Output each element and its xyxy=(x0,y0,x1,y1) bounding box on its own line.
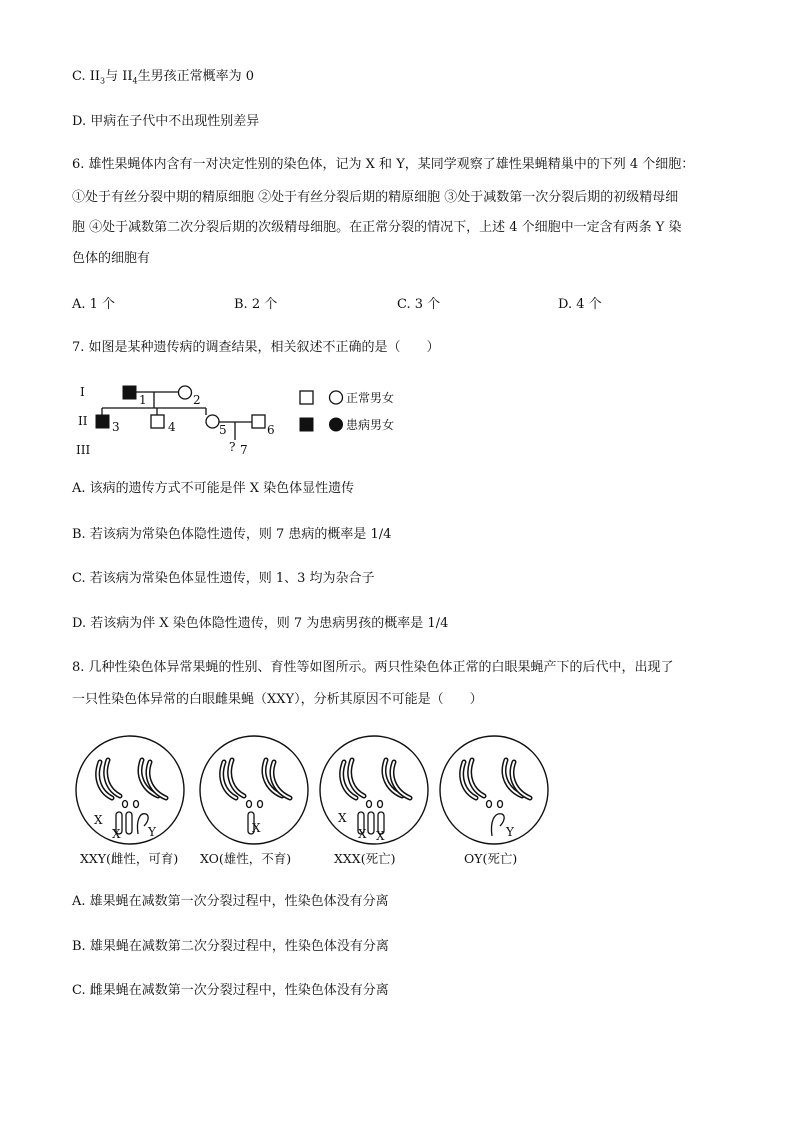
q5-option-c: C. $II_3$与 $II_4$生男孩正常概率为 0 xyxy=(72,69,255,86)
number-7: 7 xyxy=(240,443,248,457)
q6-stem-line4: 色体的细胞有 xyxy=(72,251,151,266)
legend-affected-female xyxy=(330,418,343,431)
q6-option-c: C. 3 个 xyxy=(397,297,441,312)
legend-normal-male xyxy=(300,391,313,404)
q5-option-d: D. 甲病在子代中不出现性别差异 xyxy=(72,114,260,129)
cell3-label-x3: X xyxy=(376,829,385,843)
legend-normal-label: 正常男女 xyxy=(346,391,395,405)
q8-stem-line2: 一只性染色体异常的白眼雌果蝇（XXY），分析其原因不可能是（ ） xyxy=(72,692,483,707)
individual-2 xyxy=(179,386,192,399)
cell3-label-x2: X xyxy=(358,827,367,841)
q6-option-b: B. 2 个 xyxy=(234,297,278,312)
cell2-label-x: X xyxy=(252,821,261,835)
q8-option-c: C. 雌果蝇在减数第一次分裂过程中，性染色体没有分离 xyxy=(72,983,389,998)
q7-option-c: C. 若该病为常染色体显性遗传，则 1、3 均为杂合子 xyxy=(72,571,375,586)
legend-affected-label: 患病男女 xyxy=(346,418,395,432)
cell-xxy xyxy=(76,736,184,844)
q6-option-a: A. 1 个 xyxy=(72,297,116,312)
cell4-label-y: Y xyxy=(506,825,514,839)
q7-option-a: A. 该病的遗传方式不可能是伴 X 染色体显性遗传 xyxy=(72,481,355,496)
number-3: 3 xyxy=(112,420,120,434)
pedigree-chart xyxy=(72,378,412,458)
cell1-label-x2: X xyxy=(112,827,121,841)
chromosome-figure xyxy=(72,732,562,867)
cell-xxx xyxy=(320,736,428,844)
number-2: 2 xyxy=(193,393,201,407)
individual-6 xyxy=(252,415,265,428)
unknown-mark: ? xyxy=(229,440,236,454)
q6-stem-line2: ①处于有丝分裂中期的精原细胞 ②处于有丝分裂后期的精原细胞 ③处于减数第一次分裂后期的初级精母细 xyxy=(72,190,679,205)
number-4: 4 xyxy=(168,420,176,434)
cell3-caption: XXX(死亡) xyxy=(334,851,396,866)
cell1-label-x1: X xyxy=(94,813,103,827)
q6-stem-line3: 胞 ④处于减数第二次分裂后期的次级精母细胞。在正常分裂的情况下，上述 4 个细胞中一定含有两条 Y 染 xyxy=(72,220,682,235)
individual-1 xyxy=(123,386,136,399)
q7-option-d: D. 若该病为伴 X 染色体隐性遗传，则 7 为患病男孩的概率是 1/4 xyxy=(72,616,449,631)
number-6: 6 xyxy=(267,423,275,437)
generation-label-1: I xyxy=(80,385,85,399)
q7-stem: 7. 如图是某种遗传病的调查结果，相关叙述不正确的是（ ） xyxy=(72,340,440,355)
individual-4 xyxy=(151,415,164,428)
individual-3 xyxy=(96,415,109,428)
q7-option-b: B. 若该病为常染色体隐性遗传，则 7 患病的概率是 1/4 xyxy=(72,527,392,542)
q6-option-d: D. 4 个 xyxy=(558,297,602,312)
cell4-caption: OY(死亡) xyxy=(464,851,518,866)
q8-stem-line1: 8. 几种性染色体异常果蝇的性别、育性等如图所示。两只性染色体正常的白眼果蝇产下的后代中，出现了 xyxy=(72,660,674,675)
q8-option-a: A. 雄果蝇在减数第一次分裂过程中，性染色体没有分离 xyxy=(72,894,389,909)
cell2-caption: XO(雄性，不育) xyxy=(200,851,292,866)
cell1-caption: XXY(雌性，可育) xyxy=(80,851,179,866)
generation-label-2: II xyxy=(78,414,88,428)
number-1: 1 xyxy=(139,393,147,407)
generation-label-3: III xyxy=(76,443,91,457)
number-5: 5 xyxy=(219,423,227,437)
q6-stem-line1: 6. 雄性果蝇体内含有一对决定性别的染色体，记为 X 和 Y，某同学观察了雄性果蝇精巢中的下列 4 个细胞： xyxy=(72,157,695,172)
cell-oy xyxy=(440,736,548,844)
legend-affected-male xyxy=(300,418,313,431)
individual-5 xyxy=(206,415,219,428)
cell3-label-x1: X xyxy=(338,811,347,825)
q8-option-b: B. 雄果蝇在减数第二次分裂过程中，性染色体没有分离 xyxy=(72,939,389,954)
legend-normal-female xyxy=(330,391,343,404)
cell1-label-y: Y xyxy=(148,825,156,839)
